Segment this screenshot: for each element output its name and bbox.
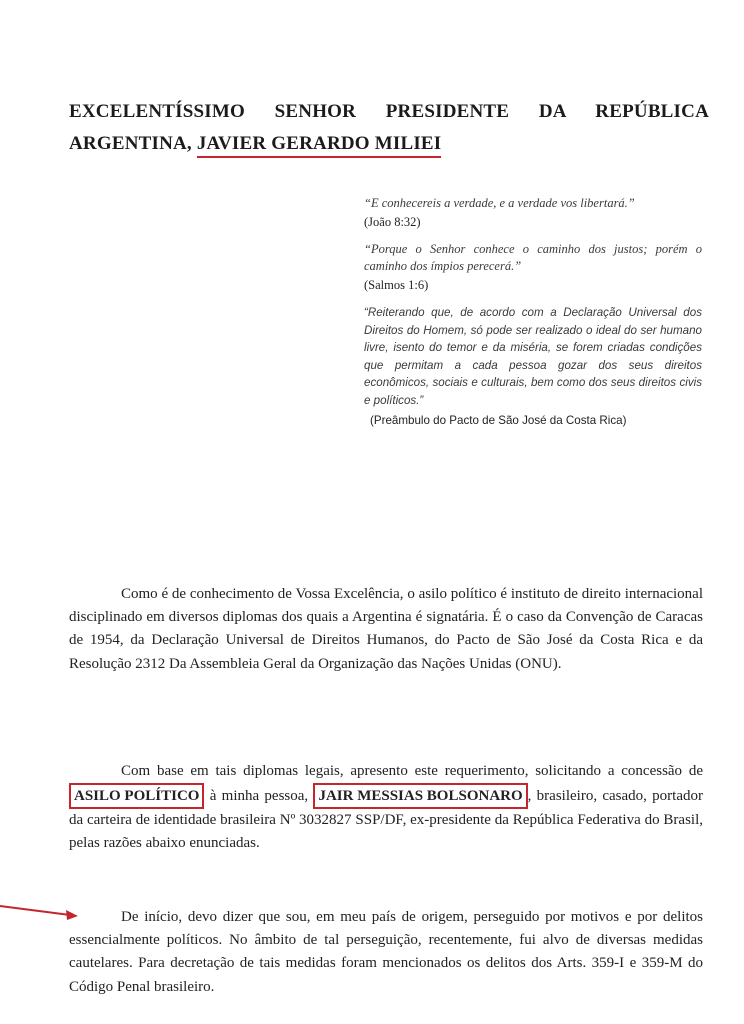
paragraph-text-end: , brasileiro, casado, portador da carteira de identidade brasileira Nº 3032827 SSP/DF, ex-presidente da República Federativa do Brasil, pelas razões abaixo enunciadas. bbox=[69, 788, 703, 852]
epigraph bbox=[364, 195, 702, 231]
paragraph-text-middle: à minha pessoa, bbox=[204, 788, 314, 805]
epigraph-quote: “Reiterando que, de acordo com a Declaração Universal dos Direitos do Homem, só pode ser realizado o ideal do ser humano livre, isento do temor e da miséria, se forem criadas condições que permitam a cada pessoa gozar dos seus direitos econômicos, sociais e culturais, bem como dos seus direitos civis e políticos.” bbox=[364, 306, 702, 407]
epigraphs-block bbox=[364, 195, 702, 439]
boxed-applicant-name: JAIR MESSIAS BOLSONARO bbox=[313, 783, 527, 809]
paragraph-asylum-request bbox=[69, 760, 703, 856]
epigraph bbox=[364, 304, 702, 429]
paragraph-text-start: Com base em tais diplomas legais, apresento este requerimento, solicitando a concessão de bbox=[121, 763, 703, 779]
document-heading bbox=[69, 96, 709, 160]
heading-line-1: EXCELENTÍSSIMO SENHOR PRESIDENTE DA REPÚBLICA bbox=[69, 101, 709, 122]
paragraph-text: Como é de conhecimento de Vossa Excelência, o asilo político é instituto de direito internacional disciplinado em diversos diplomas dos quais a Argentina é signatária. É o caso da Convenção de Caracas de 1954, da Declaração Universal de Direitos Humanos, do Pacto de São José da Costa Rica e da Resolução 2312 Da Assembleia Geral da Organização das Nações Unidas (ONU). bbox=[69, 586, 703, 672]
epigraph bbox=[364, 241, 702, 294]
heading-line-2 bbox=[69, 128, 709, 160]
boxed-asylum-term: ASILO POLÍTICO bbox=[69, 783, 204, 809]
underlined-president-name: JAVIER GERARDO MILIEI bbox=[197, 133, 442, 158]
epigraph-source: (Preâmbulo do Pacto de São José da Costa Rica) bbox=[370, 413, 627, 427]
epigraph-quote: “Porque o Senhor conhece o caminho dos justos; porém o caminho dos ímpios perecerá.” bbox=[364, 242, 702, 273]
epigraph-source: (Salmos 1:6) bbox=[364, 278, 429, 292]
heading-prefix: ARGENTINA, bbox=[69, 133, 197, 154]
epigraph-quote: “E conhecereis a verdade, e a verdade vos libertará.” bbox=[364, 196, 635, 210]
paragraph-text: De início, devo dizer que sou, em meu país de origem, perseguido por motivos e por delitos essencialmente políticos. No âmbito de tal perseguição, recentemente, fui alvo de diversas medidas cautelares. Para decretação de tais medidas foram mencionados os delitos dos Arts. 359-I e 359-M do Código Penal brasileiro. bbox=[69, 909, 703, 995]
paragraph-asylum-context bbox=[69, 583, 703, 676]
epigraph-source: (João 8:32) bbox=[364, 215, 421, 229]
paragraph-persecution bbox=[69, 906, 703, 999]
